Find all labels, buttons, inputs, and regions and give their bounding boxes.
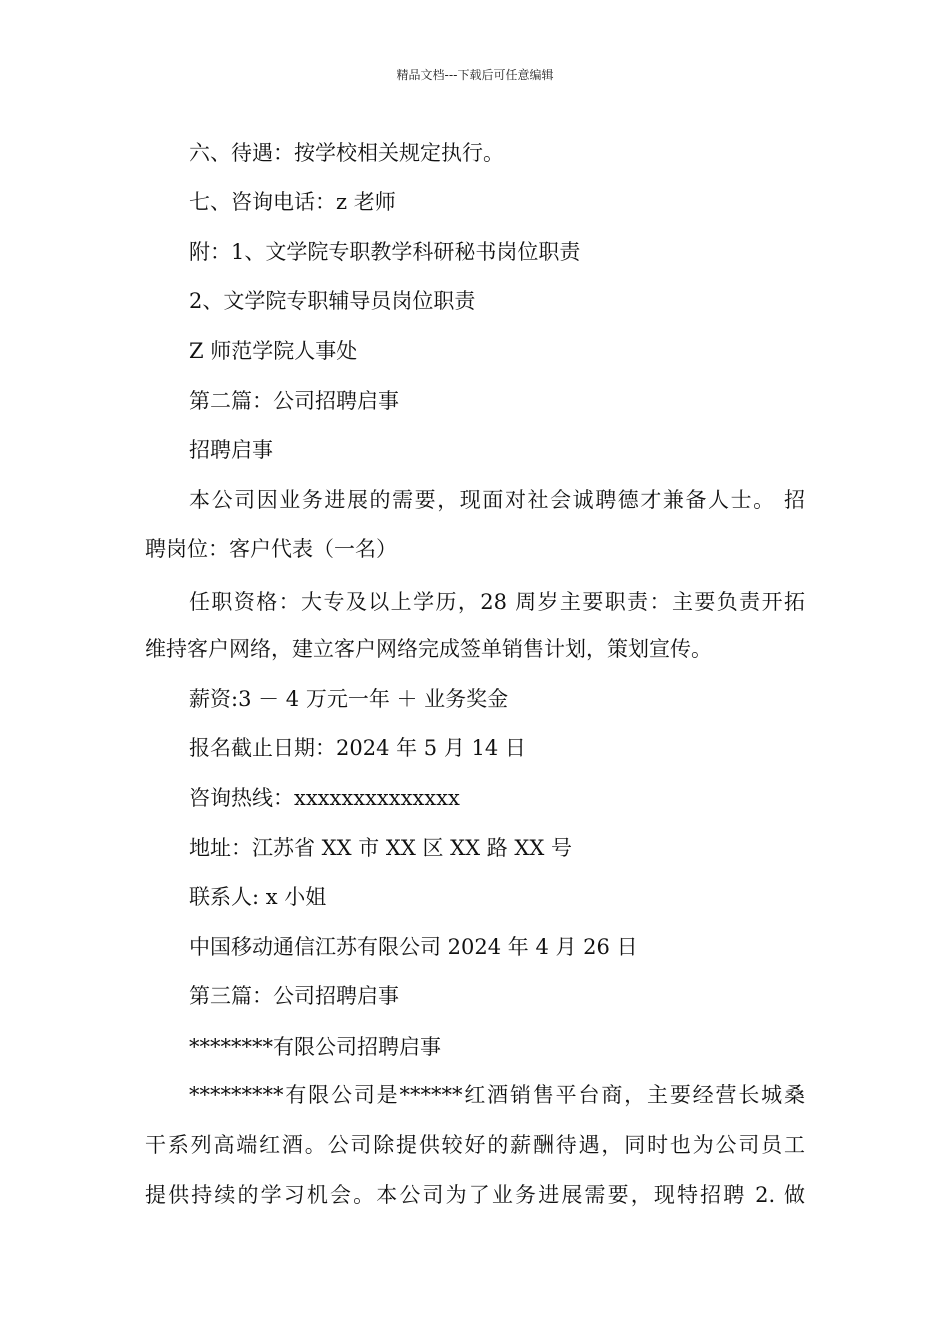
text-line-address: 地址：江苏省 XX 市 XX 区 XX 路 XX 号 <box>189 836 573 860</box>
text-line-issuer: Z 师范学院人事处 <box>189 339 358 363</box>
page-header: 精品文档---下载后可任意编辑 <box>396 68 554 82</box>
text-line-deadline: 报名截止日期：2024 年 5 月 14 日 <box>189 736 526 760</box>
text-line-notice-title: 招聘启事 <box>189 438 273 462</box>
paragraph-line: 干系列高端红酒。公司除提供较好的薪酬待遇，同时也为公司员工 <box>145 1133 805 1157</box>
paragraph-line: 任职资格：大专及以上学历，28 周岁主要职责：主要负责开拓 <box>189 590 805 614</box>
text-line-attachment-1: 附：1、文学院专职教学科研秘书岗位职责 <box>189 240 581 264</box>
text-line-attachment-2: 2、文学院专职辅导员岗位职责 <box>189 289 476 313</box>
paragraph-line: 提供持续的学习机会。本公司为了业务进展需要，现特招聘 2. 做 <box>145 1183 805 1207</box>
paragraph-line: 维持客户网络，建立客户网络完成签单销售计划，策划宣传。 <box>145 637 712 661</box>
text-line-hotline: 咨询热线：xxxxxxxxxxxxxx <box>189 786 460 810</box>
text-line-contact: 联系人: x 小姐 <box>189 885 327 909</box>
text-line-notice-title-2: ********有限公司招聘启事 <box>189 1035 441 1059</box>
paragraph-line: 本公司因业务进展的需要，现面对社会诚聘德才兼备人士。 招 <box>189 488 805 512</box>
section-heading-3: 第三篇：公司招聘启事 <box>189 984 399 1008</box>
text-line-company-date: 中国移动通信江苏有限公司 2024 年 4 月 26 日 <box>189 935 638 959</box>
text-line-phone: 七、咨询电话：z 老师 <box>189 190 396 214</box>
section-heading-2: 第二篇：公司招聘启事 <box>189 389 399 413</box>
text-line-salary: 薪资:3 － 4 万元一年 ＋ 业务奖金 <box>189 687 509 711</box>
paragraph-line: *********有限公司是******红酒销售平台商，主要经营长城桑 <box>189 1083 805 1107</box>
text-line-treatment: 六、待遇：按学校相关规定执行。 <box>189 141 504 165</box>
paragraph-line: 聘岗位：客户代表（一名） <box>145 537 397 561</box>
